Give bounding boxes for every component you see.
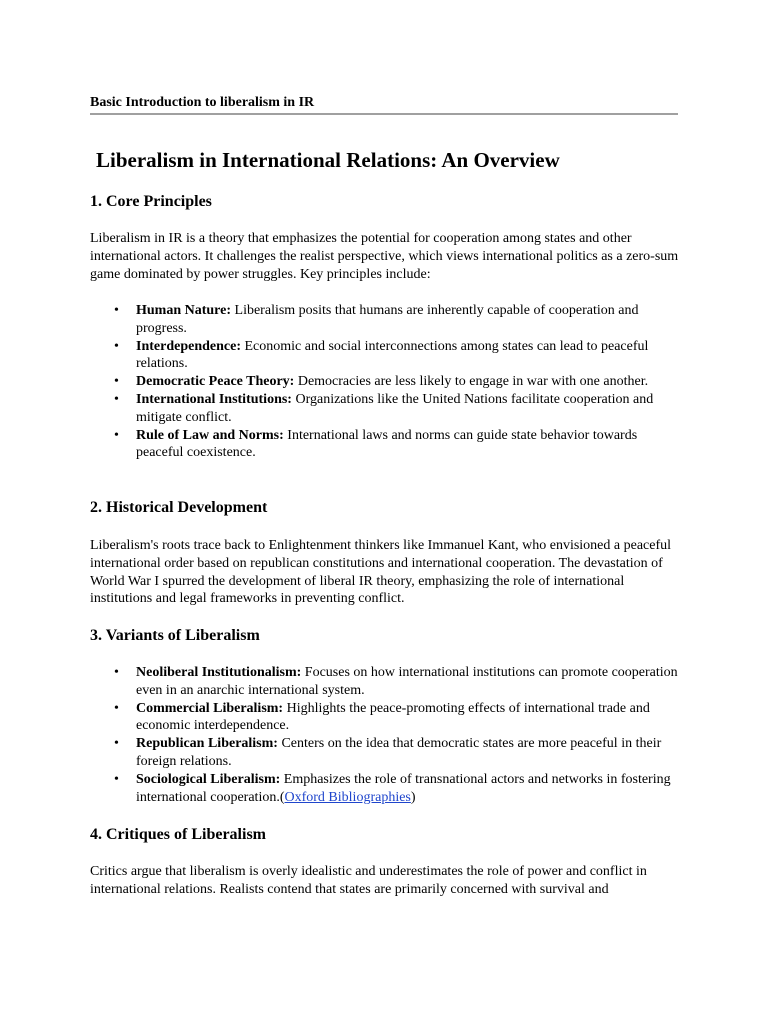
section-heading-historical-development: 2. Historical Development [90,499,268,516]
list-item: • Interdependence: Economic and social interconnections among states can lead to peaceful relations. [114,338,649,372]
historical-development-body: Liberalism's roots trace back to Enlightenment thinkers like Immanuel Kant, who envisioned a peaceful international order based on republican constitutions and international cooperation. The devastation of World War I spurred the development of liberal IR theory, emphasizing the role of international institutions and legal frameworks in preventing conflict. [90,538,672,607]
oxford-bibliographies-link[interactable]: Oxford Bibliographies [284,789,411,805]
document-header: Basic Introduction to liberalism in IR [90,94,678,115]
bullet-icon: • [114,303,119,318]
bullet-icon: • [114,736,119,752]
bullet-icon: • [114,391,119,407]
list-item: • Human Nature: Liberalism posits that humans are inherently capable of cooperation and progress. [114,303,639,336]
bullet-icon: • [114,374,119,390]
section-heading-core-principles: 1. Core Principles [90,193,212,210]
list-item: • Neoliberal Institutionalism: Focuses on how international institutions can promote cooperation even in an anarchic international system. [114,665,678,698]
bullet-icon: • [114,338,119,354]
section-heading-variants: 3. Variants of Liberalism [90,627,260,644]
bullet-icon: • [114,665,119,680]
list-item: • Republican Liberalism: Centers on the idea that democratic states are more peaceful in their foreign relations. [114,736,662,769]
bullet-icon: • [114,700,119,716]
list-item: • Sociological Liberalism: Emphasizes the role of transnational actors and networks in fostering international cooperation.(Oxford Bibliographies) [114,771,671,805]
list-item: • Democratic Peace Theory: Democracies are less likely to engage in war with one another. [114,374,649,390]
section-heading-critiques: 4. Critiques of Liberalism [90,826,266,843]
critiques-body: Critics argue that liberalism is overly idealistic and underestimates the role of power and conflict in international relations. Realists contend that states are primarily concerned with survival and [90,864,647,897]
bullet-icon: • [114,771,119,787]
page-title: Liberalism in International Relations: An Overview [96,148,560,172]
list-item: • International Institutions: Organizations like the United Nations facilitate cooperation and mitigate conflict. [114,391,654,425]
list-item: • Commercial Liberalism: Highlights the peace-promoting effects of international trade and economic interdependence. [114,700,650,734]
variants-list [90,664,682,806]
list-item: • Rule of Law and Norms: International laws and norms can guide state behavior towards peaceful coexistence. [114,427,638,461]
core-principles-intro: Liberalism in IR is a theory that emphasizes the potential for cooperation among states and other international actors. It challenges the realist perspective, which views international politics as a zero-sum game dominated by power struggles. Key principles include: [90,231,679,282]
core-principles-list [90,302,682,462]
bullet-icon: • [114,427,119,443]
